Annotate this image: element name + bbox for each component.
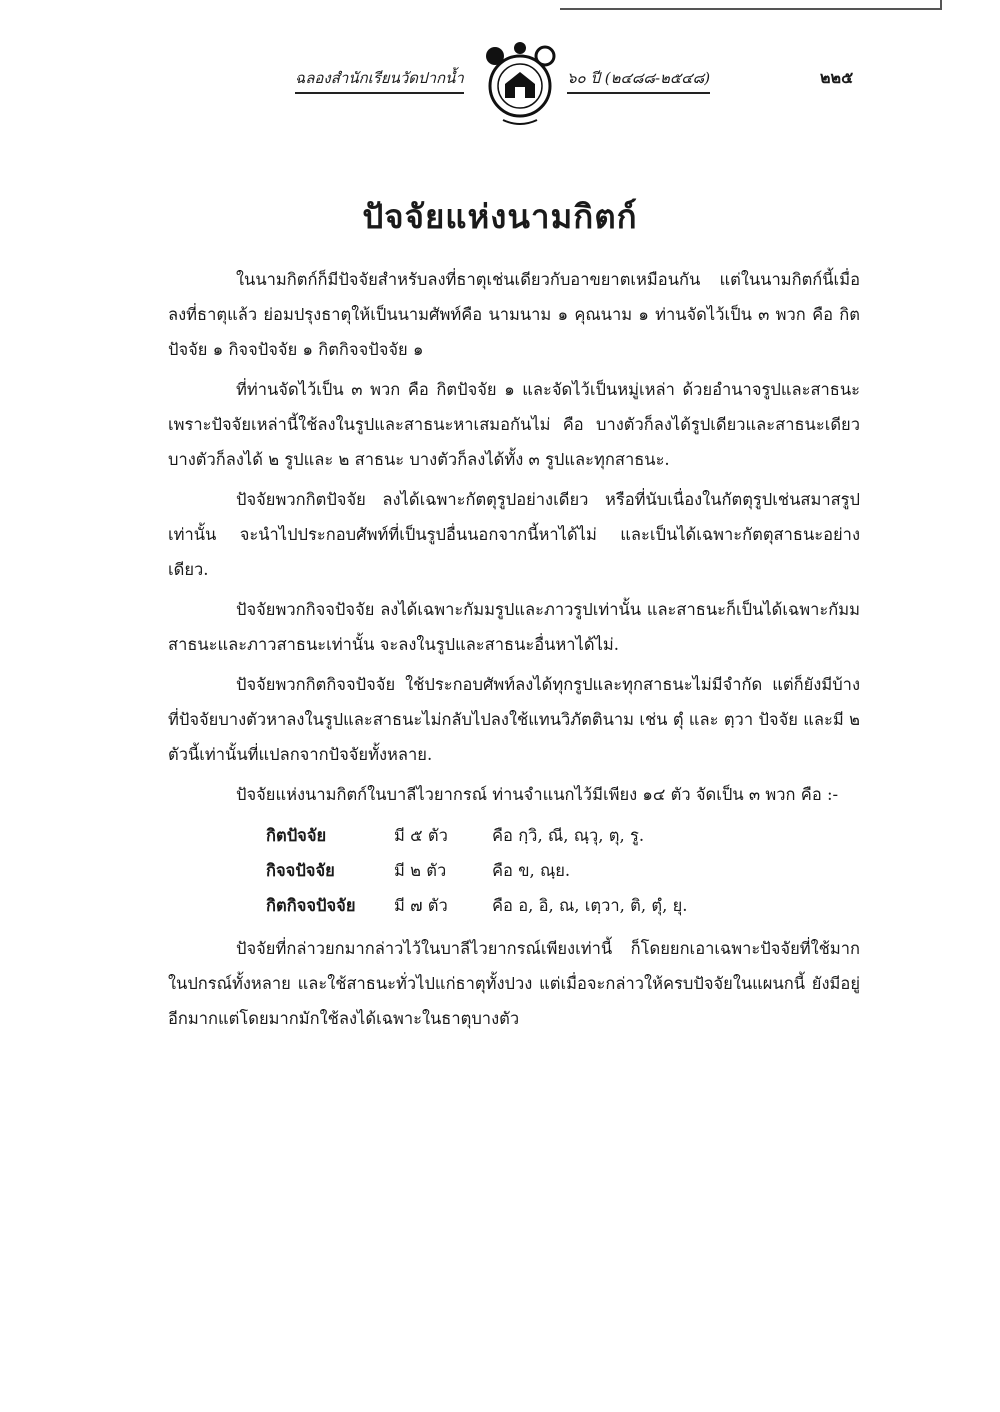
suffix-group-count: มี ๕ ตัว (394, 826, 448, 845)
suffix-group-name: กิตกิจจปัจจัย (266, 896, 356, 915)
suffix-group-items: คือ อ, อิ, ณ, เตฺวา, ติ, ตุํ, ยุ. (492, 896, 688, 915)
page-edge-line (560, 0, 942, 10)
page-header (295, 40, 875, 130)
suffix-group-count: มี ๗ ตัว (394, 896, 448, 915)
chapter-title: ปัจจัยแห่งนามกิตก์ (362, 197, 638, 236)
suffix-group-name: กิตปัจจัย (266, 826, 327, 845)
paragraph: ปัจจัยพวกกิตกิจจปัจจัย ใช้ประกอบศัพท์ลงได้ทุกรูปและทุกสาธนะไม่มีจำกัด แต่ก็ยังมีบ้างที่ปัจจัยบางตัวหาลงในรูปและสาธนะไม่กลับไปลงใช้แทนวิภัตตินาม เช่น ตุํ และ ตฺวา ปัจจัย และมี ๒ ตัวนี้เท่านั้นที่แปลกจากปัจจัยทั้งหลาย. (168, 675, 860, 764)
closing-paragraph: ปัจจัยที่กล่าวยกมากล่าวไว้ในบาลีไวยากรณ์เพียงเท่านี้ ก็โดยยกเอาเฉพาะปัจจัยที่ใช้มากในปกรณ์ทั้งหลาย และใช้สาธนะทั่วไปแก่ธาตุทั้งปวง แต่เมื่อจะกล่าวให้ครบปัจจัยในแผนกนี้ ยังมีอยู่อีกมากแต่โดยมากมักใช้ลงได้เฉพาะในธาตุบางตัว (168, 939, 860, 1028)
paragraph: ที่ท่านจัดไว้เป็น ๓ พวก คือ กิตปัจจัย ๑ และจัดไว้เป็นหมู่เหล่า ด้วยอำนาจรูปและสาธนะ เพราะปัจจัยเหล่านี้ใช้ลงในรูปและสาธนะหาเสมอกันไม่ คือ บางตัวก็ลงได้รูปเดียวและสาธนะเดียว บางตัวก็ลงได้ ๒ รูปและ ๒ สาธนะ บางตัวก็ลงได้ทั้ง ๓ รูปและทุกสาธนะ. (168, 380, 860, 469)
suffix-group-items: คือ ข, ณฺย. (492, 861, 571, 880)
list-item (266, 888, 860, 923)
temple-seal-icon (475, 40, 565, 126)
suffix-group-count: มี ๒ ตัว (394, 861, 447, 880)
list-item (266, 853, 860, 888)
header-left-text: ฉลองสำนักเรียนวัดปากน้ำ (295, 66, 464, 94)
header-anniversary-text: ๖๐ ปี (๒๔๘๘-๒๕๔๘) (567, 66, 710, 94)
paragraph: ปัจจัยพวกกิตปัจจัย ลงได้เฉพาะกัตตุรูปอย่างเดียว หรือที่นับเนื่องในกัตตุรูปเช่นสมาสรูปเท่านั้น จะนำไปประกอบศัพท์ที่เป็นรูปอื่นนอกจากนี้หาได้ไม่ และเป็นได้เฉพาะกัตตุสาธนะอย่างเดียว. (168, 490, 860, 579)
page-number: ๒๒๕ (820, 68, 854, 87)
suffix-group-list (266, 818, 860, 923)
paragraph: ในนามกิตก์ก็มีปัจจัยสำหรับลงที่ธาตุเช่นเดียวกับอาขยาตเหมือนกัน แต่ในนามกิตก์นี้เมื่อลงที่ธาตุแล้ว ย่อมปรุงธาตุให้เป็นนามศัพท์คือ นามนาม ๑ คุณนาม ๑ ท่านจัดไว้เป็น ๓ พวก คือ กิตปัจจัย ๑ กิจจปัจจัย ๑ กิตกิจจปัจจัย ๑ (168, 270, 860, 359)
list-item (266, 818, 860, 853)
paragraph: ปัจจัยพวกกิจจปัจจัย ลงได้เฉพาะกัมมรูปและภาวรูปเท่านั้น และสาธนะก็เป็นได้เฉพาะกัมมสาธนะและภาวสาธนะเท่านั้น จะลงในรูปและสาธนะอื่นหาได้ไม่. (168, 600, 860, 654)
body-text (168, 262, 860, 1041)
paragraph: ปัจจัยแห่งนามกิตก์ในบาลีไวยากรณ์ ท่านจำแนกไว้มีเพียง ๑๔ ตัว จัดเป็น ๓ พวก คือ :- (236, 785, 839, 804)
suffix-group-name: กิจจปัจจัย (266, 861, 335, 880)
suffix-group-items: คือ กฺวิ, ณี, ณฺวุ, ตุ, รู. (492, 826, 645, 845)
